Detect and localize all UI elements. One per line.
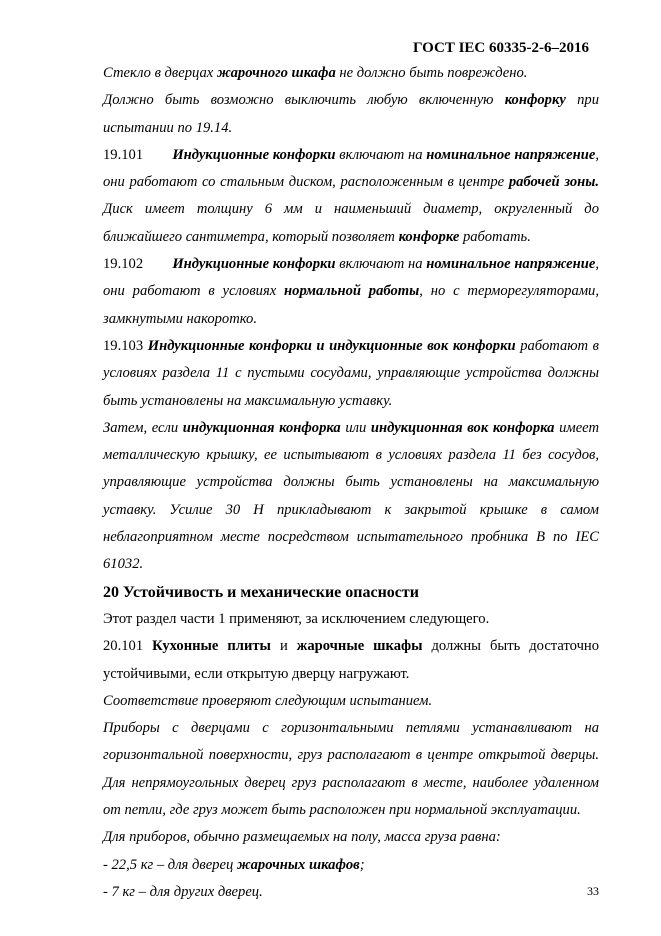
bold-term: нормальной работы xyxy=(284,283,420,300)
text-run: , но с терморегуляторами, замкнутыми накоротко. xyxy=(103,283,600,327)
text-run: Должно быть возможно выключить любую включенную xyxy=(103,92,505,109)
text-run: Этот раздел части 1 применяют, за исключением следующего. xyxy=(103,610,490,627)
text-run: работать. xyxy=(459,228,531,245)
bold-term: номинальное напряжение xyxy=(426,256,596,273)
page-number: 33 xyxy=(587,884,599,898)
paragraph xyxy=(103,688,599,715)
text-run: , они работают в условиях xyxy=(103,256,599,300)
text-run: Приборы с дверцами с горизонтальными петлями устанавливают на горизонтальной поверхности, груз располагают в центре открытой дверцы. Для непрямоугольных дверец груз располагают в месте, наиболее удаленном от петли, где груз может быть расположен при нормальной эксплуатации. xyxy=(103,720,599,819)
bold-term: Индукционные конфорки xyxy=(172,256,336,273)
text-run: 20 Устойчивость и механические опасности xyxy=(103,583,419,601)
bold-term: конфорке xyxy=(398,228,460,245)
bold-term: индукционная конфорка xyxy=(182,419,341,436)
paragraph xyxy=(103,852,599,879)
standard-header: ГОСТ IEC 60335-2-6–2016 xyxy=(412,40,589,56)
bold-term: Кухонные плиты xyxy=(152,638,271,655)
bold-term: Индукционные конфорки и индукционные вок конфорки xyxy=(147,337,516,354)
paragraph xyxy=(103,87,599,142)
text-run: имеет металлическую крышку, ее испытывают в условиях раздела 11 без сосудов, управляющие устройства должны быть установлены на максимальную уставку. Усилие 30 Н прикладывают к закрытой крышке в самом неблагоприятном месте посредством испытательного пробника B по IEC 61032. xyxy=(103,419,600,573)
bold-term: жарочного шкафа xyxy=(216,65,336,81)
bold-term: рабочей зоны. xyxy=(508,174,600,191)
text-run: - 22,5 кг – для дверец xyxy=(103,856,237,873)
paragraph xyxy=(103,60,599,87)
text-run xyxy=(143,147,172,163)
text-run: 20.101 xyxy=(103,638,153,655)
text-run: 19.101 xyxy=(103,146,144,163)
text-run: или xyxy=(340,419,371,436)
text-run: должны быть достаточно устойчивыми, если открытую дверцу нагружают. xyxy=(103,638,600,682)
text-run: Стекло в дверцах xyxy=(103,65,217,81)
paragraph xyxy=(103,715,599,824)
text-run: включают на xyxy=(335,146,427,163)
text-run: ; xyxy=(359,856,365,873)
section-heading xyxy=(103,579,599,606)
text-run: - 7 кг – для других дверец. xyxy=(103,883,263,900)
text-run: Диск имеет толщину 6 мм и наименьший диаметр, округленный до ближайшего сантиметра, который позволяет xyxy=(103,201,599,245)
bold-term: жарочные шкафы xyxy=(296,638,423,655)
text-run: и xyxy=(270,638,297,655)
paragraph xyxy=(103,333,599,415)
text-run: Для приборов, обычно размещаемых на полу, масса груза равна: xyxy=(103,829,501,846)
text-run: 19.103 xyxy=(103,337,148,354)
text-run xyxy=(143,256,172,272)
bold-term: номинальное напряжение xyxy=(426,146,596,163)
paragraph xyxy=(103,879,599,906)
bold-term: Индукционные конфорки xyxy=(172,146,336,163)
text-run: не должно быть повреждено. xyxy=(335,65,528,81)
text-run: , они работают со стальным диском, расположенным в центре xyxy=(103,146,599,191)
paragraph xyxy=(103,251,599,333)
bold-term: конфорку xyxy=(504,92,566,109)
text-run: включают на xyxy=(335,256,427,273)
paragraph xyxy=(103,415,599,579)
text-run: работают в условиях раздела 11 с пустыми сосудами, управляющие устройства должны быть установлены на максимальную уставку. xyxy=(103,337,600,409)
text-run: 19.102 xyxy=(103,256,144,273)
text-run: при испытании по 19.14. xyxy=(103,92,599,136)
bold-term: индукционная вок конфорка xyxy=(370,419,555,436)
paragraph xyxy=(103,633,599,688)
text-run: Соответствие проверяют следующим испытанием. xyxy=(103,692,433,709)
document-body xyxy=(103,60,599,906)
paragraph xyxy=(103,824,599,851)
paragraph xyxy=(103,606,599,633)
bold-term: жарочных шкафов xyxy=(236,856,360,873)
text-run: Затем, если xyxy=(103,419,183,436)
paragraph xyxy=(103,142,599,251)
